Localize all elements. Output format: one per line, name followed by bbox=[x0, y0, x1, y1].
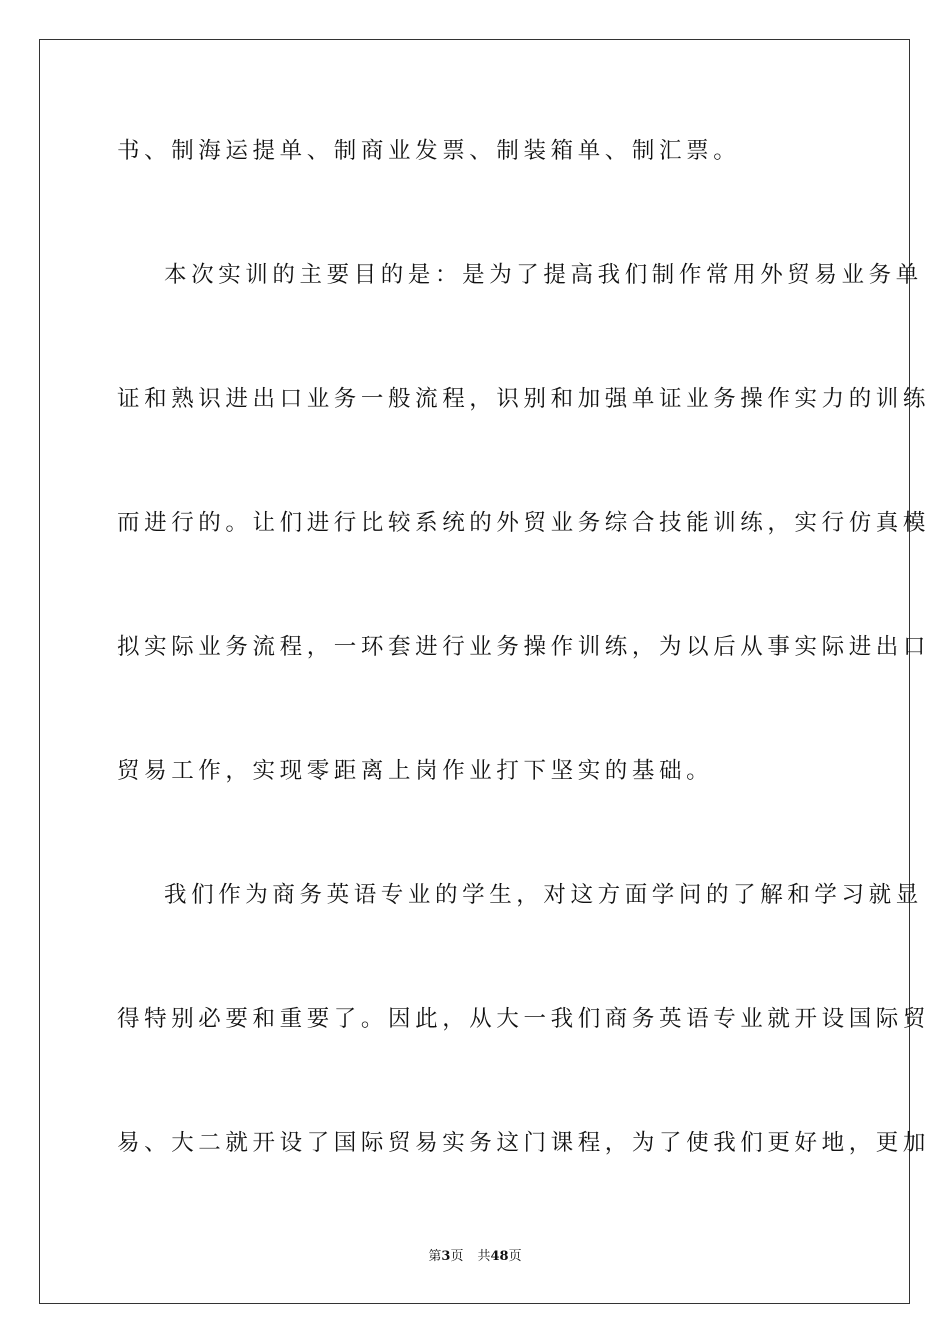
total-pages: 48 bbox=[490, 1249, 509, 1264]
page-number: 3 bbox=[441, 1249, 451, 1264]
paragraph-start-line: 我们作为商务英语专业的学生，对这方面学问的了解和学习就显 bbox=[164, 882, 923, 908]
text-line: 书、制海运提单、制商业发票、制装箱单、制汇票。 bbox=[117, 138, 741, 164]
page-footer bbox=[0, 1248, 950, 1266]
total-prefix: 共 bbox=[477, 1249, 491, 1264]
text-line: 贸易工作，实现零距离上岗作业打下坚实的基础。 bbox=[117, 758, 714, 784]
paragraph-start-line: 本次实训的主要目的是：是为了提高我们制作常用外贸易业务单 bbox=[164, 262, 923, 288]
text-line: 而进行的。让们进行比较系统的外贸业务综合技能训练，实行仿真模 bbox=[117, 510, 931, 536]
text-line: 得特别必要和重要了。因此，从大一我们商务英语专业就开设国际贸 bbox=[117, 1006, 931, 1032]
page-suffix: 页 bbox=[450, 1249, 464, 1264]
text-line: 证和熟识进出口业务一般流程，识别和加强单证业务操作实力的训练 bbox=[117, 386, 931, 412]
page-prefix: 第 bbox=[428, 1249, 442, 1264]
text-line: 拟实际业务流程，一环套进行业务操作训练，为以后从事实际进出口 bbox=[117, 634, 931, 660]
page-border bbox=[39, 39, 931, 1304]
text-line: 易、大二就开设了国际贸易实务这门课程，为了使我们更好地，更加 bbox=[117, 1130, 931, 1156]
total-suffix: 页 bbox=[508, 1249, 522, 1264]
